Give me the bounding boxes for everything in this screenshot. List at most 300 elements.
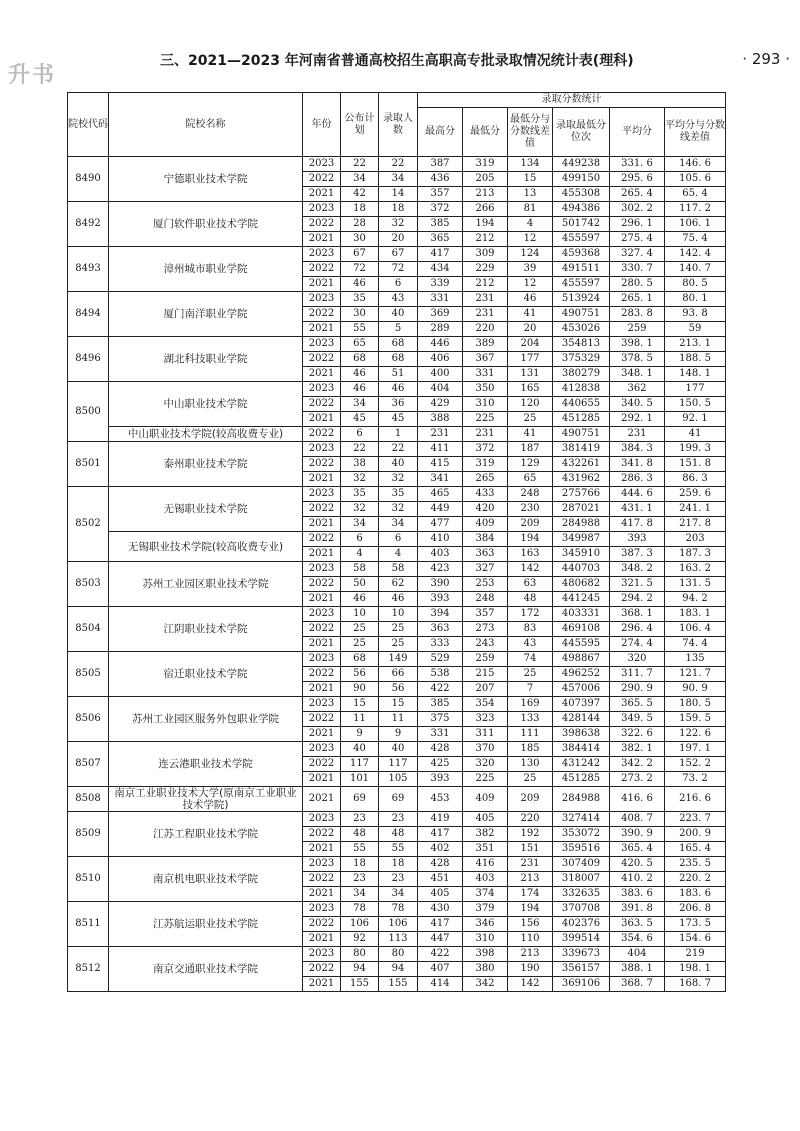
cell-diff: 83 xyxy=(508,622,553,637)
col-year: 年份 xyxy=(303,93,341,157)
cell-avgdiff: 183. 1 xyxy=(665,607,726,622)
cell-rank: 457006 xyxy=(553,682,610,697)
cell-year: 2021 xyxy=(303,277,341,292)
cell-diff: 187 xyxy=(508,442,553,457)
cell-year: 2023 xyxy=(303,902,341,917)
cell-min: 372 xyxy=(463,442,508,457)
cell-year: 2022 xyxy=(303,872,341,887)
cell-rank: 513924 xyxy=(553,292,610,307)
cell-min: 266 xyxy=(463,202,508,217)
cell-admitted: 105 xyxy=(379,772,418,787)
cell-year: 2021 xyxy=(303,412,341,427)
cell-admitted: 18 xyxy=(379,202,418,217)
cell-admitted: 25 xyxy=(379,637,418,652)
cell-avgdiff: 105. 6 xyxy=(665,172,726,187)
cell-year: 2023 xyxy=(303,292,341,307)
cell-max: 339 xyxy=(418,277,463,292)
cell-min: 259 xyxy=(463,652,508,667)
cell-admitted: 58 xyxy=(379,562,418,577)
cell-min: 231 xyxy=(463,427,508,442)
cell-min: 420 xyxy=(463,502,508,517)
cell-plan: 4 xyxy=(341,547,379,562)
cell-max: 341 xyxy=(418,472,463,487)
school-name: 江阴职业技术学院 xyxy=(109,607,303,652)
cell-avgdiff: 217. 8 xyxy=(665,517,726,532)
col-avg: 平均分 xyxy=(610,108,665,157)
cell-avg: 417. 8 xyxy=(610,517,665,532)
cell-max: 411 xyxy=(418,442,463,457)
cell-admitted: 6 xyxy=(379,277,418,292)
col-min: 最低分 xyxy=(463,108,508,157)
col-code: 院校代码 xyxy=(68,93,109,157)
cell-diff: 131 xyxy=(508,367,553,382)
cell-rank: 287021 xyxy=(553,502,610,517)
cell-max: 429 xyxy=(418,397,463,412)
cell-avgdiff: 146. 6 xyxy=(665,157,726,172)
cell-avgdiff: 163. 2 xyxy=(665,562,726,577)
cell-admitted: 35 xyxy=(379,487,418,502)
cell-avgdiff: 173. 5 xyxy=(665,917,726,932)
cell-plan: 72 xyxy=(341,262,379,277)
cell-rank: 459368 xyxy=(553,247,610,262)
cell-year: 2022 xyxy=(303,577,341,592)
cell-admitted: 46 xyxy=(379,592,418,607)
cell-min: 205 xyxy=(463,172,508,187)
cell-admitted: 25 xyxy=(379,622,418,637)
cell-year: 2021 xyxy=(303,472,341,487)
cell-rank: 399514 xyxy=(553,932,610,947)
cell-max: 415 xyxy=(418,457,463,472)
table-row xyxy=(68,487,726,502)
cell-avg: 286. 3 xyxy=(610,472,665,487)
cell-max: 453 xyxy=(418,787,463,812)
cell-admitted: 1 xyxy=(379,427,418,442)
cell-avg: 327. 4 xyxy=(610,247,665,262)
cell-max: 446 xyxy=(418,337,463,352)
cell-year: 2021 xyxy=(303,592,341,607)
cell-min: 243 xyxy=(463,637,508,652)
cell-year: 2021 xyxy=(303,977,341,992)
cell-avg: 295. 6 xyxy=(610,172,665,187)
cell-diff: 4 xyxy=(508,217,553,232)
cell-avgdiff: 183. 6 xyxy=(665,887,726,902)
table-row xyxy=(68,947,726,962)
cell-diff: 174 xyxy=(508,887,553,902)
cell-year: 2023 xyxy=(303,247,341,262)
cell-avg: 388. 1 xyxy=(610,962,665,977)
cell-rank: 375329 xyxy=(553,352,610,367)
cell-avg: 348. 1 xyxy=(610,367,665,382)
cell-min: 310 xyxy=(463,397,508,412)
cell-max: 403 xyxy=(418,547,463,562)
cell-min: 220 xyxy=(463,322,508,337)
cell-diff: 177 xyxy=(508,352,553,367)
school-code: 8511 xyxy=(68,902,109,947)
cell-rank: 402376 xyxy=(553,917,610,932)
cell-min: 229 xyxy=(463,262,508,277)
school-code: 8505 xyxy=(68,652,109,697)
cell-admitted: 66 xyxy=(379,667,418,682)
cell-rank: 501742 xyxy=(553,217,610,232)
cell-avg: 365. 4 xyxy=(610,842,665,857)
cell-avgdiff: 154. 6 xyxy=(665,932,726,947)
cell-avgdiff: 259. 6 xyxy=(665,487,726,502)
cell-min: 342 xyxy=(463,977,508,992)
cell-max: 375 xyxy=(418,712,463,727)
cell-year: 2022 xyxy=(303,962,341,977)
cell-year: 2023 xyxy=(303,607,341,622)
cell-avgdiff: 188. 5 xyxy=(665,352,726,367)
cell-plan: 38 xyxy=(341,457,379,472)
cell-year: 2023 xyxy=(303,157,341,172)
cell-plan: 67 xyxy=(341,247,379,262)
cell-admitted: 55 xyxy=(379,842,418,857)
cell-year: 2021 xyxy=(303,887,341,902)
cell-admitted: 68 xyxy=(379,337,418,352)
cell-avgdiff: 93. 8 xyxy=(665,307,726,322)
cell-admitted: 149 xyxy=(379,652,418,667)
cell-plan: 25 xyxy=(341,637,379,652)
cell-avgdiff: 235. 5 xyxy=(665,857,726,872)
cell-max: 289 xyxy=(418,322,463,337)
cell-diff: 65 xyxy=(508,472,553,487)
cell-year: 2021 xyxy=(303,787,341,812)
cell-plan: 23 xyxy=(341,872,379,887)
cell-avgdiff: 199. 3 xyxy=(665,442,726,457)
cell-plan: 25 xyxy=(341,622,379,637)
cell-plan: 69 xyxy=(341,787,379,812)
cell-admitted: 6 xyxy=(379,532,418,547)
school-name: 苏州工业园区职业技术学院 xyxy=(109,562,303,607)
cell-admitted: 43 xyxy=(379,292,418,307)
cell-rank: 490751 xyxy=(553,307,610,322)
cell-min: 409 xyxy=(463,517,508,532)
cell-plan: 35 xyxy=(341,487,379,502)
table-row xyxy=(68,607,726,622)
cell-diff: 25 xyxy=(508,412,553,427)
cell-avg: 431. 1 xyxy=(610,502,665,517)
cell-diff: 169 xyxy=(508,697,553,712)
cell-rank: 451285 xyxy=(553,772,610,787)
cell-year: 2022 xyxy=(303,352,341,367)
cell-diff: 130 xyxy=(508,757,553,772)
cell-avgdiff: 106. 1 xyxy=(665,217,726,232)
cell-max: 451 xyxy=(418,872,463,887)
cell-rank: 354813 xyxy=(553,337,610,352)
cell-plan: 55 xyxy=(341,842,379,857)
cell-min: 323 xyxy=(463,712,508,727)
school-code: 8509 xyxy=(68,812,109,857)
cell-admitted: 5 xyxy=(379,322,418,337)
cell-min: 207 xyxy=(463,682,508,697)
cell-avg: 398. 1 xyxy=(610,337,665,352)
table-row xyxy=(68,292,726,307)
cell-year: 2023 xyxy=(303,697,341,712)
cell-admitted: 40 xyxy=(379,307,418,322)
school-name-high-fee: 中山职业技术学院(较高收费专业) xyxy=(109,427,303,442)
cell-year: 2022 xyxy=(303,622,341,637)
cell-admitted: 117 xyxy=(379,757,418,772)
cell-year: 2023 xyxy=(303,562,341,577)
cell-max: 231 xyxy=(418,427,463,442)
cell-avgdiff: 117. 2 xyxy=(665,202,726,217)
cell-diff: 15 xyxy=(508,172,553,187)
cell-min: 389 xyxy=(463,337,508,352)
cell-min: 363 xyxy=(463,547,508,562)
cell-rank: 455597 xyxy=(553,232,610,247)
cell-year: 2023 xyxy=(303,337,341,352)
cell-diff: 111 xyxy=(508,727,553,742)
cell-plan: 15 xyxy=(341,697,379,712)
cell-avg: 362 xyxy=(610,382,665,397)
school-code: 8503 xyxy=(68,562,109,607)
cell-rank: 432261 xyxy=(553,457,610,472)
cell-plan: 40 xyxy=(341,742,379,757)
cell-max: 434 xyxy=(418,262,463,277)
cell-avg: 273. 2 xyxy=(610,772,665,787)
cell-rank: 496252 xyxy=(553,667,610,682)
cell-year: 2021 xyxy=(303,547,341,562)
cell-avgdiff: 41 xyxy=(665,427,726,442)
cell-max: 419 xyxy=(418,812,463,827)
school-name-high-fee: 无锡职业技术学院(较高收费专业) xyxy=(109,532,303,562)
cell-avg: 311. 7 xyxy=(610,667,665,682)
cell-avg: 382. 1 xyxy=(610,742,665,757)
cell-admitted: 45 xyxy=(379,412,418,427)
cell-avgdiff: 151. 8 xyxy=(665,457,726,472)
cell-admitted: 62 xyxy=(379,577,418,592)
cell-plan: 46 xyxy=(341,367,379,382)
table-row xyxy=(68,857,726,872)
cell-year: 2022 xyxy=(303,917,341,932)
cell-avg: 274. 4 xyxy=(610,637,665,652)
cell-admitted: 32 xyxy=(379,472,418,487)
school-code: 8501 xyxy=(68,442,109,487)
cell-avgdiff: 86. 3 xyxy=(665,472,726,487)
cell-max: 422 xyxy=(418,682,463,697)
cell-rank: 491511 xyxy=(553,262,610,277)
table-row xyxy=(68,787,726,812)
cell-plan: 78 xyxy=(341,902,379,917)
cell-admitted: 78 xyxy=(379,902,418,917)
cell-min: 433 xyxy=(463,487,508,502)
cell-admitted: 20 xyxy=(379,232,418,247)
cell-rank: 445595 xyxy=(553,637,610,652)
cell-rank: 451285 xyxy=(553,412,610,427)
cell-avg: 259 xyxy=(610,322,665,337)
cell-plan: 46 xyxy=(341,592,379,607)
cell-avgdiff: 198. 1 xyxy=(665,962,726,977)
table-row xyxy=(68,812,726,827)
cell-year: 2022 xyxy=(303,667,341,682)
cell-min: 403 xyxy=(463,872,508,887)
table-row xyxy=(68,442,726,457)
school-code: 8502 xyxy=(68,487,109,562)
cell-avg: 341. 8 xyxy=(610,457,665,472)
cell-rank: 369106 xyxy=(553,977,610,992)
cell-avgdiff: 220. 2 xyxy=(665,872,726,887)
cell-plan: 34 xyxy=(341,887,379,902)
cell-plan: 68 xyxy=(341,652,379,667)
cell-year: 2023 xyxy=(303,202,341,217)
cell-avg: 393 xyxy=(610,532,665,547)
cell-plan: 80 xyxy=(341,947,379,962)
cell-year: 2021 xyxy=(303,322,341,337)
cell-min: 380 xyxy=(463,962,508,977)
cell-plan: 46 xyxy=(341,382,379,397)
cell-min: 320 xyxy=(463,757,508,772)
cell-min: 194 xyxy=(463,217,508,232)
cell-avg: 283. 8 xyxy=(610,307,665,322)
cell-min: 319 xyxy=(463,457,508,472)
cell-avg: 384. 3 xyxy=(610,442,665,457)
cell-diff: 192 xyxy=(508,827,553,842)
cell-diff: 120 xyxy=(508,397,553,412)
cell-max: 394 xyxy=(418,607,463,622)
cell-avg: 322. 6 xyxy=(610,727,665,742)
cell-diff: 41 xyxy=(508,427,553,442)
page-header xyxy=(160,50,790,70)
school-name: 中山职业技术学院 xyxy=(109,382,303,427)
cell-min: 310 xyxy=(463,932,508,947)
cell-max: 393 xyxy=(418,772,463,787)
cell-year: 2022 xyxy=(303,712,341,727)
cell-avgdiff: 187. 3 xyxy=(665,547,726,562)
cell-min: 212 xyxy=(463,232,508,247)
cell-admitted: 15 xyxy=(379,697,418,712)
cell-admitted: 40 xyxy=(379,742,418,757)
cell-min: 248 xyxy=(463,592,508,607)
cell-plan: 34 xyxy=(341,517,379,532)
cell-min: 384 xyxy=(463,532,508,547)
cell-min: 382 xyxy=(463,827,508,842)
cell-year: 2022 xyxy=(303,757,341,772)
school-code: 8493 xyxy=(68,247,109,292)
cell-avg: 231 xyxy=(610,427,665,442)
cell-avg: 404 xyxy=(610,947,665,962)
cell-admitted: 67 xyxy=(379,247,418,262)
cell-avgdiff: 80. 5 xyxy=(665,277,726,292)
cell-max: 428 xyxy=(418,857,463,872)
cell-admitted: 23 xyxy=(379,872,418,887)
cell-plan: 92 xyxy=(341,932,379,947)
cell-max: 436 xyxy=(418,172,463,187)
cell-year: 2021 xyxy=(303,772,341,787)
table-row xyxy=(68,652,726,667)
cell-year: 2022 xyxy=(303,217,341,232)
admission-stats-table xyxy=(67,92,726,992)
cell-min: 331 xyxy=(463,367,508,382)
cell-avgdiff: 159. 5 xyxy=(665,712,726,727)
cell-rank: 469108 xyxy=(553,622,610,637)
cell-admitted: 106 xyxy=(379,917,418,932)
cell-avg: 321. 5 xyxy=(610,577,665,592)
cell-avgdiff: 177 xyxy=(665,382,726,397)
cell-plan: 32 xyxy=(341,502,379,517)
cell-rank: 339673 xyxy=(553,947,610,962)
cell-plan: 65 xyxy=(341,337,379,352)
col-avg-diff: 平均分与分数线差值 xyxy=(665,108,726,157)
cell-min: 327 xyxy=(463,562,508,577)
cell-admitted: 18 xyxy=(379,857,418,872)
cell-avgdiff: 94. 2 xyxy=(665,592,726,607)
cell-max: 422 xyxy=(418,947,463,962)
cell-avgdiff: 121. 7 xyxy=(665,667,726,682)
cell-diff: 231 xyxy=(508,857,553,872)
table-row xyxy=(68,562,726,577)
cell-avg: 390. 9 xyxy=(610,827,665,842)
cell-year: 2023 xyxy=(303,487,341,502)
cell-admitted: 10 xyxy=(379,607,418,622)
cell-avg: 320 xyxy=(610,652,665,667)
cell-diff: 46 xyxy=(508,292,553,307)
cell-avgdiff: 106. 4 xyxy=(665,622,726,637)
cell-min: 212 xyxy=(463,277,508,292)
cell-diff: 48 xyxy=(508,592,553,607)
cell-diff: 185 xyxy=(508,742,553,757)
cell-admitted: 56 xyxy=(379,682,418,697)
cell-rank: 356157 xyxy=(553,962,610,977)
cell-plan: 23 xyxy=(341,812,379,827)
cell-avgdiff: 165. 4 xyxy=(665,842,726,857)
cell-admitted: 36 xyxy=(379,397,418,412)
cell-min: 350 xyxy=(463,382,508,397)
cell-min: 225 xyxy=(463,772,508,787)
cell-plan: 22 xyxy=(341,157,379,172)
cell-min: 351 xyxy=(463,842,508,857)
cell-max: 400 xyxy=(418,367,463,382)
cell-avg: 294. 2 xyxy=(610,592,665,607)
cell-diff: 230 xyxy=(508,502,553,517)
cell-year: 2021 xyxy=(303,727,341,742)
school-code: 8494 xyxy=(68,292,109,337)
cell-admitted: 32 xyxy=(379,502,418,517)
cell-year: 2021 xyxy=(303,932,341,947)
cell-rank: 384414 xyxy=(553,742,610,757)
table-row xyxy=(68,337,726,352)
cell-avg: 290. 9 xyxy=(610,682,665,697)
cell-max: 405 xyxy=(418,887,463,902)
cell-plan: 18 xyxy=(341,202,379,217)
cell-max: 407 xyxy=(418,962,463,977)
cell-diff: 13 xyxy=(508,187,553,202)
cell-admitted: 22 xyxy=(379,157,418,172)
cell-avgdiff: 65. 4 xyxy=(665,187,726,202)
cell-rank: 499150 xyxy=(553,172,610,187)
cell-avg: 410. 2 xyxy=(610,872,665,887)
cell-avgdiff: 180. 5 xyxy=(665,697,726,712)
cell-rank: 407397 xyxy=(553,697,610,712)
cell-min: 379 xyxy=(463,902,508,917)
cell-admitted: 113 xyxy=(379,932,418,947)
cell-rank: 449238 xyxy=(553,157,610,172)
cell-max: 417 xyxy=(418,827,463,842)
table-row xyxy=(68,427,726,442)
cell-year: 2023 xyxy=(303,947,341,962)
school-name: 漳州城市职业学院 xyxy=(109,247,303,292)
cell-max: 406 xyxy=(418,352,463,367)
cell-plan: 35 xyxy=(341,292,379,307)
cell-diff: 156 xyxy=(508,917,553,932)
cell-year: 2023 xyxy=(303,857,341,872)
cell-year: 2022 xyxy=(303,532,341,547)
school-code: 8510 xyxy=(68,857,109,902)
page-number: · 293 · xyxy=(742,50,790,68)
cell-rank: 345910 xyxy=(553,547,610,562)
cell-max: 423 xyxy=(418,562,463,577)
cell-rank: 453026 xyxy=(553,322,610,337)
cell-diff: 172 xyxy=(508,607,553,622)
